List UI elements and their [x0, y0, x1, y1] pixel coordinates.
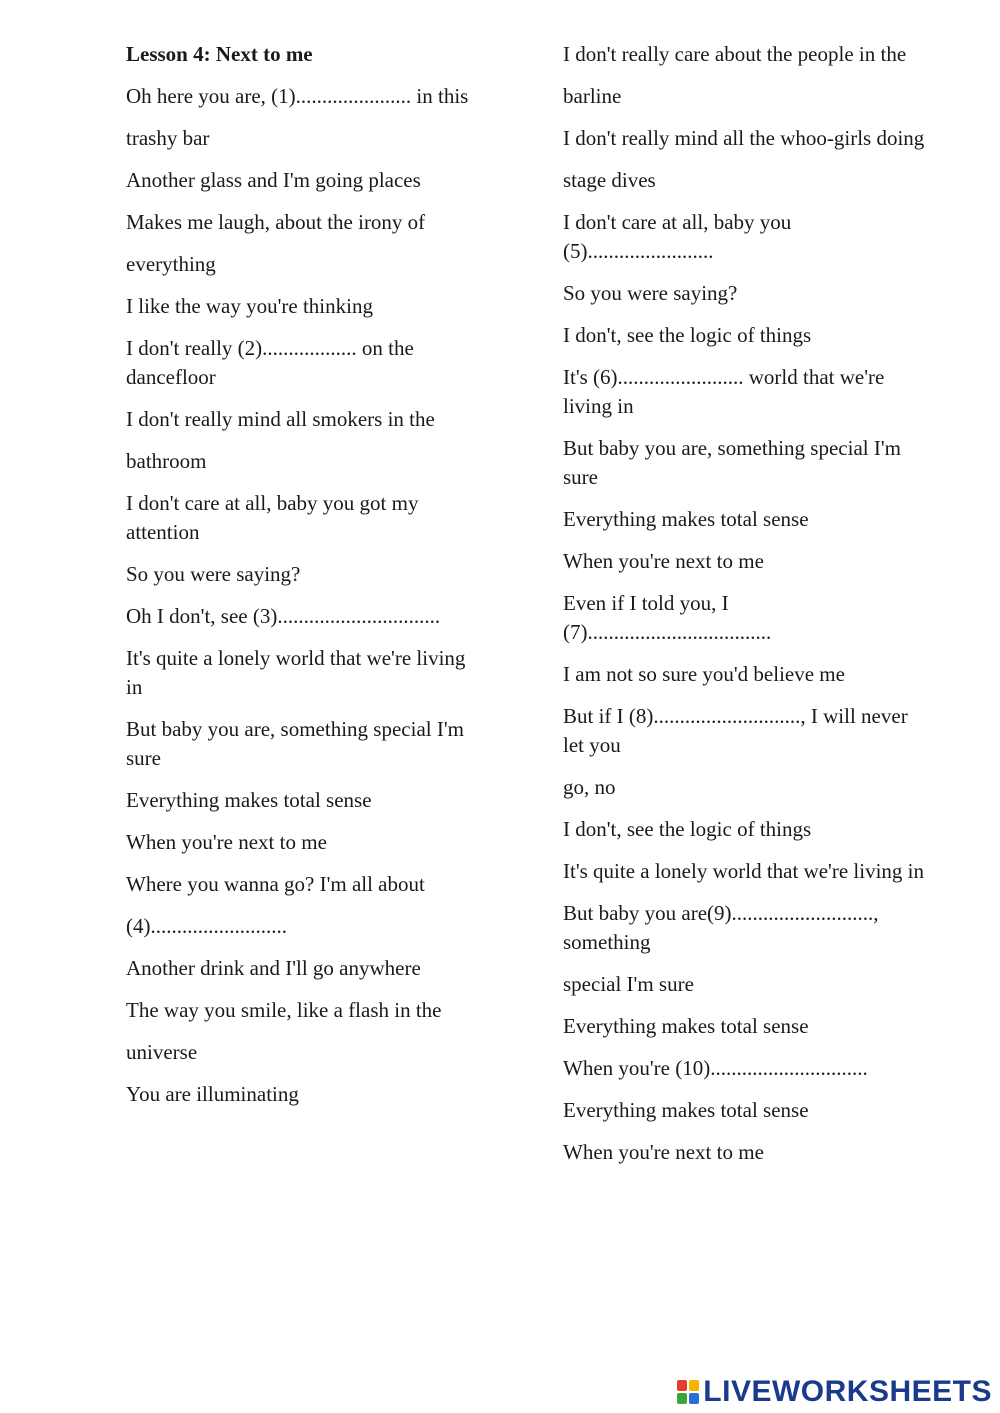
lyric-line: go, no: [563, 775, 616, 799]
logo-square-yellow: [689, 1380, 699, 1391]
lyric-line: I don't really mind all smokers in the: [126, 407, 435, 431]
lyric-line: trashy bar: [126, 126, 210, 150]
lyric-line: But if I (8)............................, I will never let you: [563, 704, 908, 757]
lyric-line: I don't really (2).................. on the dancefloor: [126, 336, 414, 389]
left-lyrics: [126, 82, 486, 1109]
lyric-line: (4)..........................: [126, 914, 287, 938]
lyric-line: But baby you are(9)..........................., something: [563, 901, 879, 954]
lyric-line: So you were saying?: [563, 281, 738, 305]
lyric-line: I like the way you're thinking: [126, 294, 373, 318]
lyric-line: Everything makes total sense: [126, 788, 372, 812]
lyric-line: When you're next to me: [126, 830, 327, 854]
lyric-line: When you're next to me: [563, 549, 764, 573]
lyric-line: It's quite a lonely world that we're living in: [126, 646, 466, 699]
lyric-line: But baby you are, something special I'm sure: [126, 717, 464, 770]
logo-square-green: [677, 1393, 687, 1404]
right-column: [563, 40, 933, 1180]
logo-square-blue: [689, 1393, 699, 1404]
lyric-line: I don't, see the logic of things: [563, 817, 812, 841]
logo-square-red: [677, 1380, 687, 1391]
lyric-line: So you were saying?: [126, 562, 301, 586]
lyric-line: bathroom: [126, 449, 207, 473]
lyric-line: Everything makes total sense: [563, 1098, 809, 1122]
lyric-line: I don't care at all, baby you got my attention: [126, 491, 419, 544]
lyric-line: universe: [126, 1040, 198, 1064]
lyric-line: special I'm sure: [563, 972, 694, 996]
liveworksheets-logo-icon: [677, 1380, 699, 1404]
lyric-line: When you're next to me: [563, 1140, 764, 1164]
lyric-line: I don't really mind all the whoo-girls doing: [563, 126, 925, 150]
lyric-line: barline: [563, 84, 622, 108]
lyric-line: The way you smile, like a flash in the: [126, 998, 442, 1022]
lyric-line: Another glass and I'm going places: [126, 168, 421, 192]
lyric-line: But baby you are, something special I'm sure: [563, 436, 901, 489]
lyric-line: I am not so sure you'd believe me: [563, 662, 845, 686]
lesson-title: Lesson 4: Next to me: [126, 42, 313, 66]
lyric-line: It's (6)........................ world that we're living in: [563, 365, 885, 418]
lyric-line: Everything makes total sense: [563, 1014, 809, 1038]
lyric-line: It's quite a lonely world that we're living in: [563, 859, 924, 883]
lyric-line: Another drink and I'll go anywhere: [126, 956, 421, 980]
lyric-line: You are illuminating: [126, 1082, 299, 1106]
lyric-line: Everything makes total sense: [563, 507, 809, 531]
liveworksheets-logo: [677, 1375, 992, 1409]
lyric-line: When you're (10)..............................: [563, 1056, 868, 1080]
left-column: [126, 40, 486, 1122]
lyric-line: I don't care at all, baby you (5)........................: [563, 210, 792, 263]
lyric-line: Oh I don't, see (3)...............................: [126, 604, 441, 628]
lyric-line: Even if I told you, I (7)...................................: [563, 591, 772, 644]
lyric-line: Oh here you are, (1)...................... in this: [126, 84, 469, 108]
lyric-line: Makes me laugh, about the irony of: [126, 210, 426, 234]
lyric-line: I don't, see the logic of things: [563, 323, 812, 347]
logo-text: LIVEWORKSHEETS: [703, 1375, 992, 1408]
lyric-line: stage dives: [563, 168, 656, 192]
lyric-line: everything: [126, 252, 216, 276]
right-lyrics: [563, 40, 933, 1167]
lyric-line: I don't really care about the people in the: [563, 42, 907, 66]
lyric-line: Where you wanna go? I'm all about: [126, 872, 425, 896]
